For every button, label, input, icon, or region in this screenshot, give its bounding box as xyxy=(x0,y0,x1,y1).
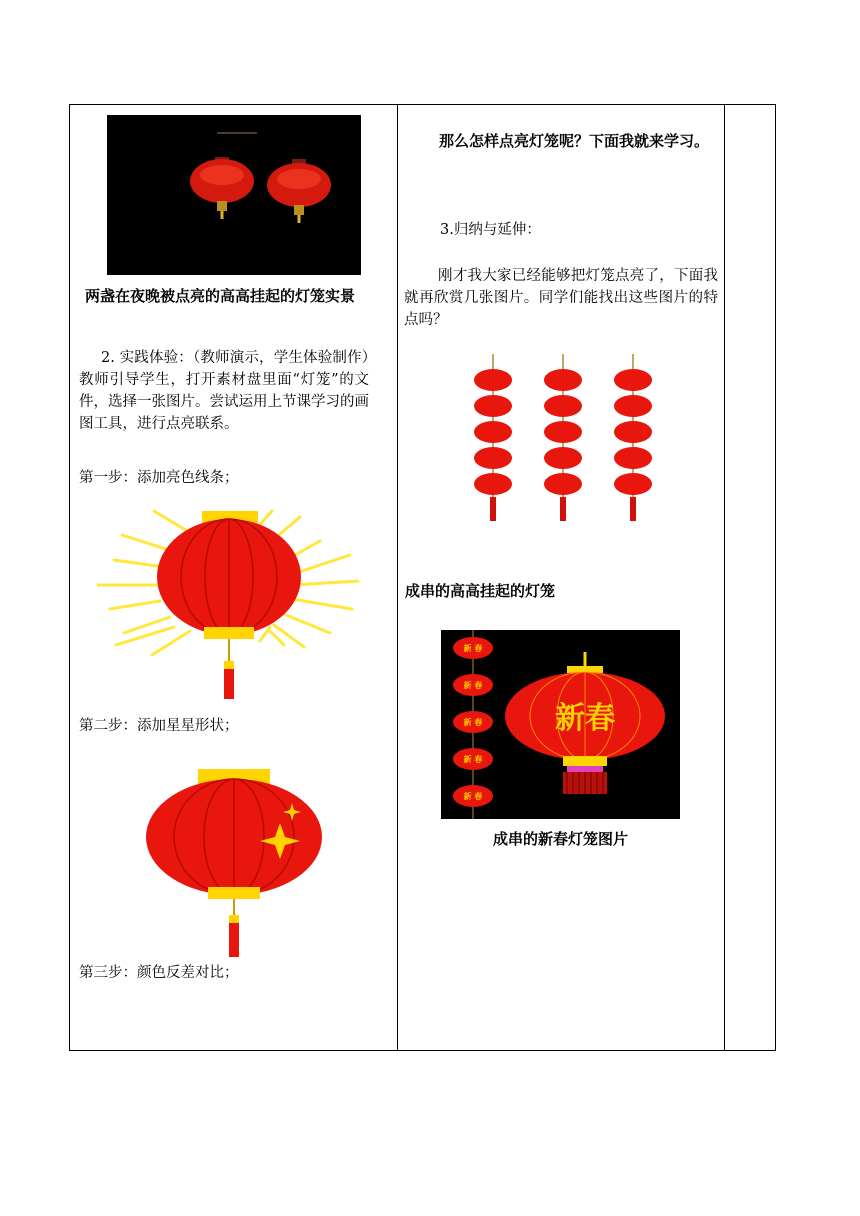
caption-night-lanterns: 两盏在夜晚被点亮的高高挂起的灯笼实景 xyxy=(84,287,355,305)
lantern-text: 新春 xyxy=(555,701,615,736)
column-divider-2 xyxy=(724,105,725,1050)
step-2-text: 第二步：添加星星形状； xyxy=(79,718,239,734)
night-lanterns-photo xyxy=(107,115,361,275)
svg-text:新 春: 新 春 xyxy=(463,792,483,801)
appreciation-paragraph: 刚才我大家已经能够把灯笼点亮了，下面我就再欣赏几张图片。同学们能找出这些图片的特点吗？ xyxy=(404,268,718,328)
night-lantern-1 xyxy=(190,157,254,219)
svg-text:新 春: 新 春 xyxy=(463,681,483,690)
caption-new-year-lanterns: 成串的新春灯笼图片 xyxy=(492,830,628,848)
step-1-text: 第一步：添加亮色线条； xyxy=(79,470,239,486)
lantern-with-stars-image xyxy=(140,765,330,960)
lantern-string-3 xyxy=(614,354,652,521)
section-3-heading: 3.归纳与延伸： xyxy=(440,222,541,238)
lantern-string-2 xyxy=(544,354,582,521)
step-3-text: 第三步：颜色反差对比； xyxy=(79,965,239,981)
new-year-lanterns-image xyxy=(441,630,680,819)
lantern-with-rays-image xyxy=(94,505,364,705)
column-divider-1 xyxy=(397,105,398,1050)
svg-text:新 春: 新 春 xyxy=(463,755,483,764)
question-text: 那么怎样点亮灯笼呢？下面我就来学习。 xyxy=(439,132,710,150)
small-lantern-column xyxy=(453,630,493,819)
svg-text:新 春: 新 春 xyxy=(463,718,483,727)
lantern-strings-image xyxy=(458,352,668,527)
lantern-string-1 xyxy=(474,354,512,521)
practice-paragraph: 2. 实践体验：（教师演示，学生体验制作）教师引导学生，打开素材盘里面“灯笼”的文件，选择一张图片。尝试运用上节课学习的画图工具，进行点亮联系。 xyxy=(79,350,369,432)
big-lantern xyxy=(505,652,665,794)
caption-lantern-strings: 成串的高高挂起的灯笼 xyxy=(405,582,556,600)
svg-text:新 春: 新 春 xyxy=(463,644,483,653)
night-lantern-2 xyxy=(267,159,331,223)
